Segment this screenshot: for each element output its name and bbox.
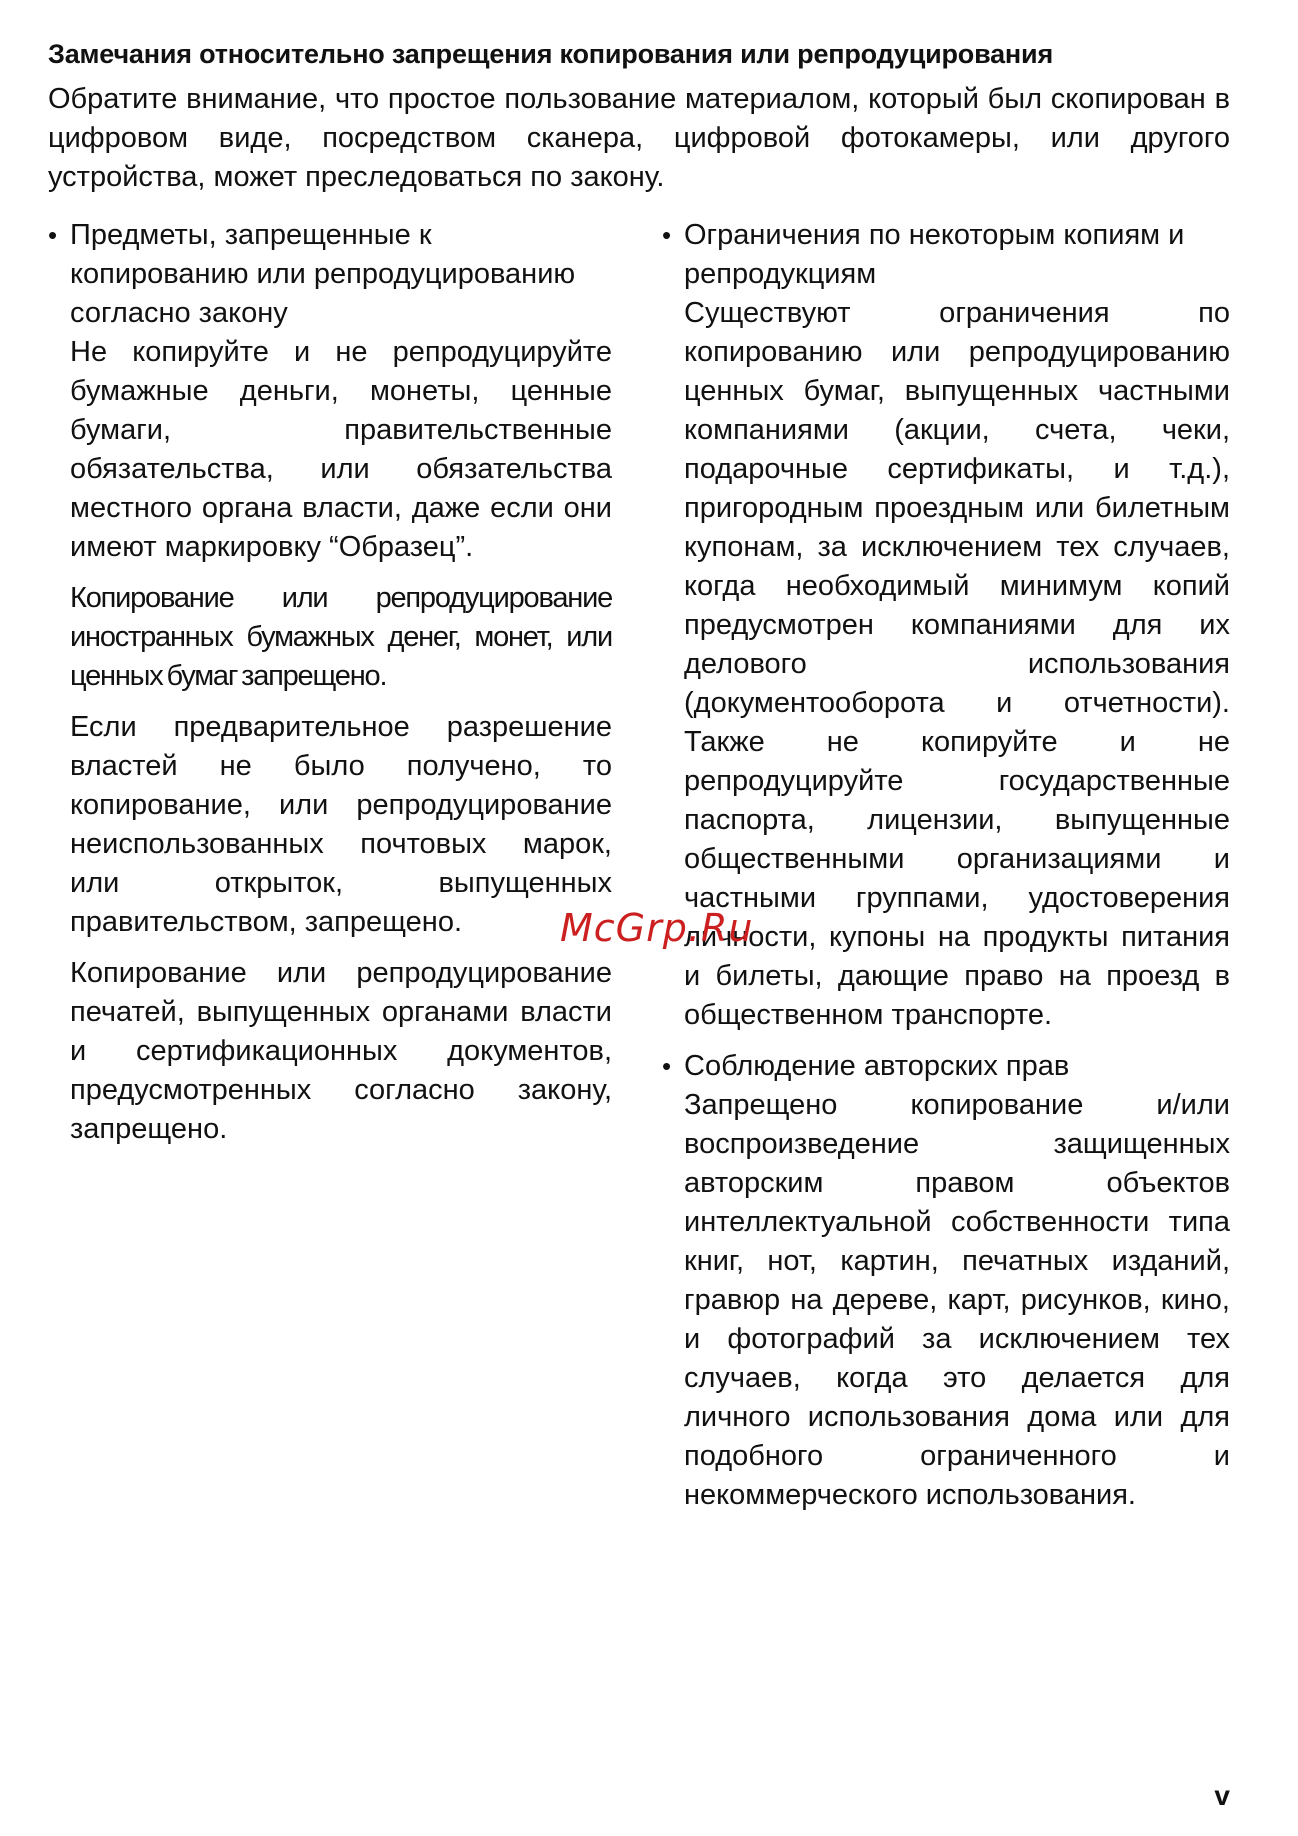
bullet-icon: • [662,1051,672,1081]
right-column [662,216,1230,1515]
list-item-paragraph: Копирование или репродуцирование иностранных бумажных денег, монет, или ценных бумаг запрещено. [70,582,612,692]
intro-paragraph: Обратите внимание, что простое пользование материалом, который был скопирован в цифровом виде, посредством сканера, цифровой фотокамеры, или другого устройства, может преследоваться по закону. [48,83,1230,193]
section-heading: Замечания относительно запрещения копирования или репродуцирования [48,39,1053,69]
list-item-paragraph: Если предварительное разрешение властей не было получено, то копирование, или репродуцирование неиспользованных почтовых марок, или открыток, выпущенных правительством, запрещено. [70,711,612,938]
list-item-prohibited-items [48,216,612,1149]
bullet-icon: • [48,220,58,250]
bullet-icon: • [662,220,672,250]
list-item-title: Соблюдение авторских прав [684,1050,1070,1082]
list-item-title: Предметы, запрещенные к копированию или репродуцированию согласно закону [70,219,576,329]
list-item-copyright [662,1047,1230,1515]
left-column [48,216,612,1149]
watermark-text: McGrp.Ru [560,906,754,950]
list-item-paragraph: Запрещено копирование и/или воспроизведение защищенных авторским правом объектов интеллектуальной собственности типа книг, нот, картин, печатных изданий, гравюр на дереве, карт, рисунков, кино, и фотографий за исключением тех случаев, когда это делается для личного использования дома или для подобного ограниченного и некоммерческого использования. [684,1089,1230,1511]
list-item-paragraph: Копирование или репродуцирование печатей, выпущенных органами власти и сертификационных документов, предусмотренных согласно закону, запрещено. [70,957,612,1145]
page-number: v [1214,1780,1230,1811]
list-item-paragraph: Существуют ограничения по копированию или репродуцированию ценных бумаг, выпущенных частными компаниями (акции, счета, чеки, подарочные сертификаты, и т.д.), пригородным проездным или билетным купонам, за исключением тех случаев, когда необходимый минимум копий предусмотрен компаниями для их делового использования (документооборота и отчетности). Также не копируйте и не репродуцируйте государственные паспорта, лицензии, выпущенные общественными организациями и частными группами, удостоверения личности, купоны на продукты питания и билеты, дающие право на проезд в общественном транспорте. [684,297,1230,1031]
list-item-paragraph: Не копируйте и не репродуцируйте бумажные деньги, монеты, ценные бумаги, правительственные обязательства, или обязательства местного органа власти, даже если они имеют маркировку “Образец”. [70,336,612,563]
list-item-title: Ограничения по некоторым копиям и репродукциям [684,219,1185,290]
